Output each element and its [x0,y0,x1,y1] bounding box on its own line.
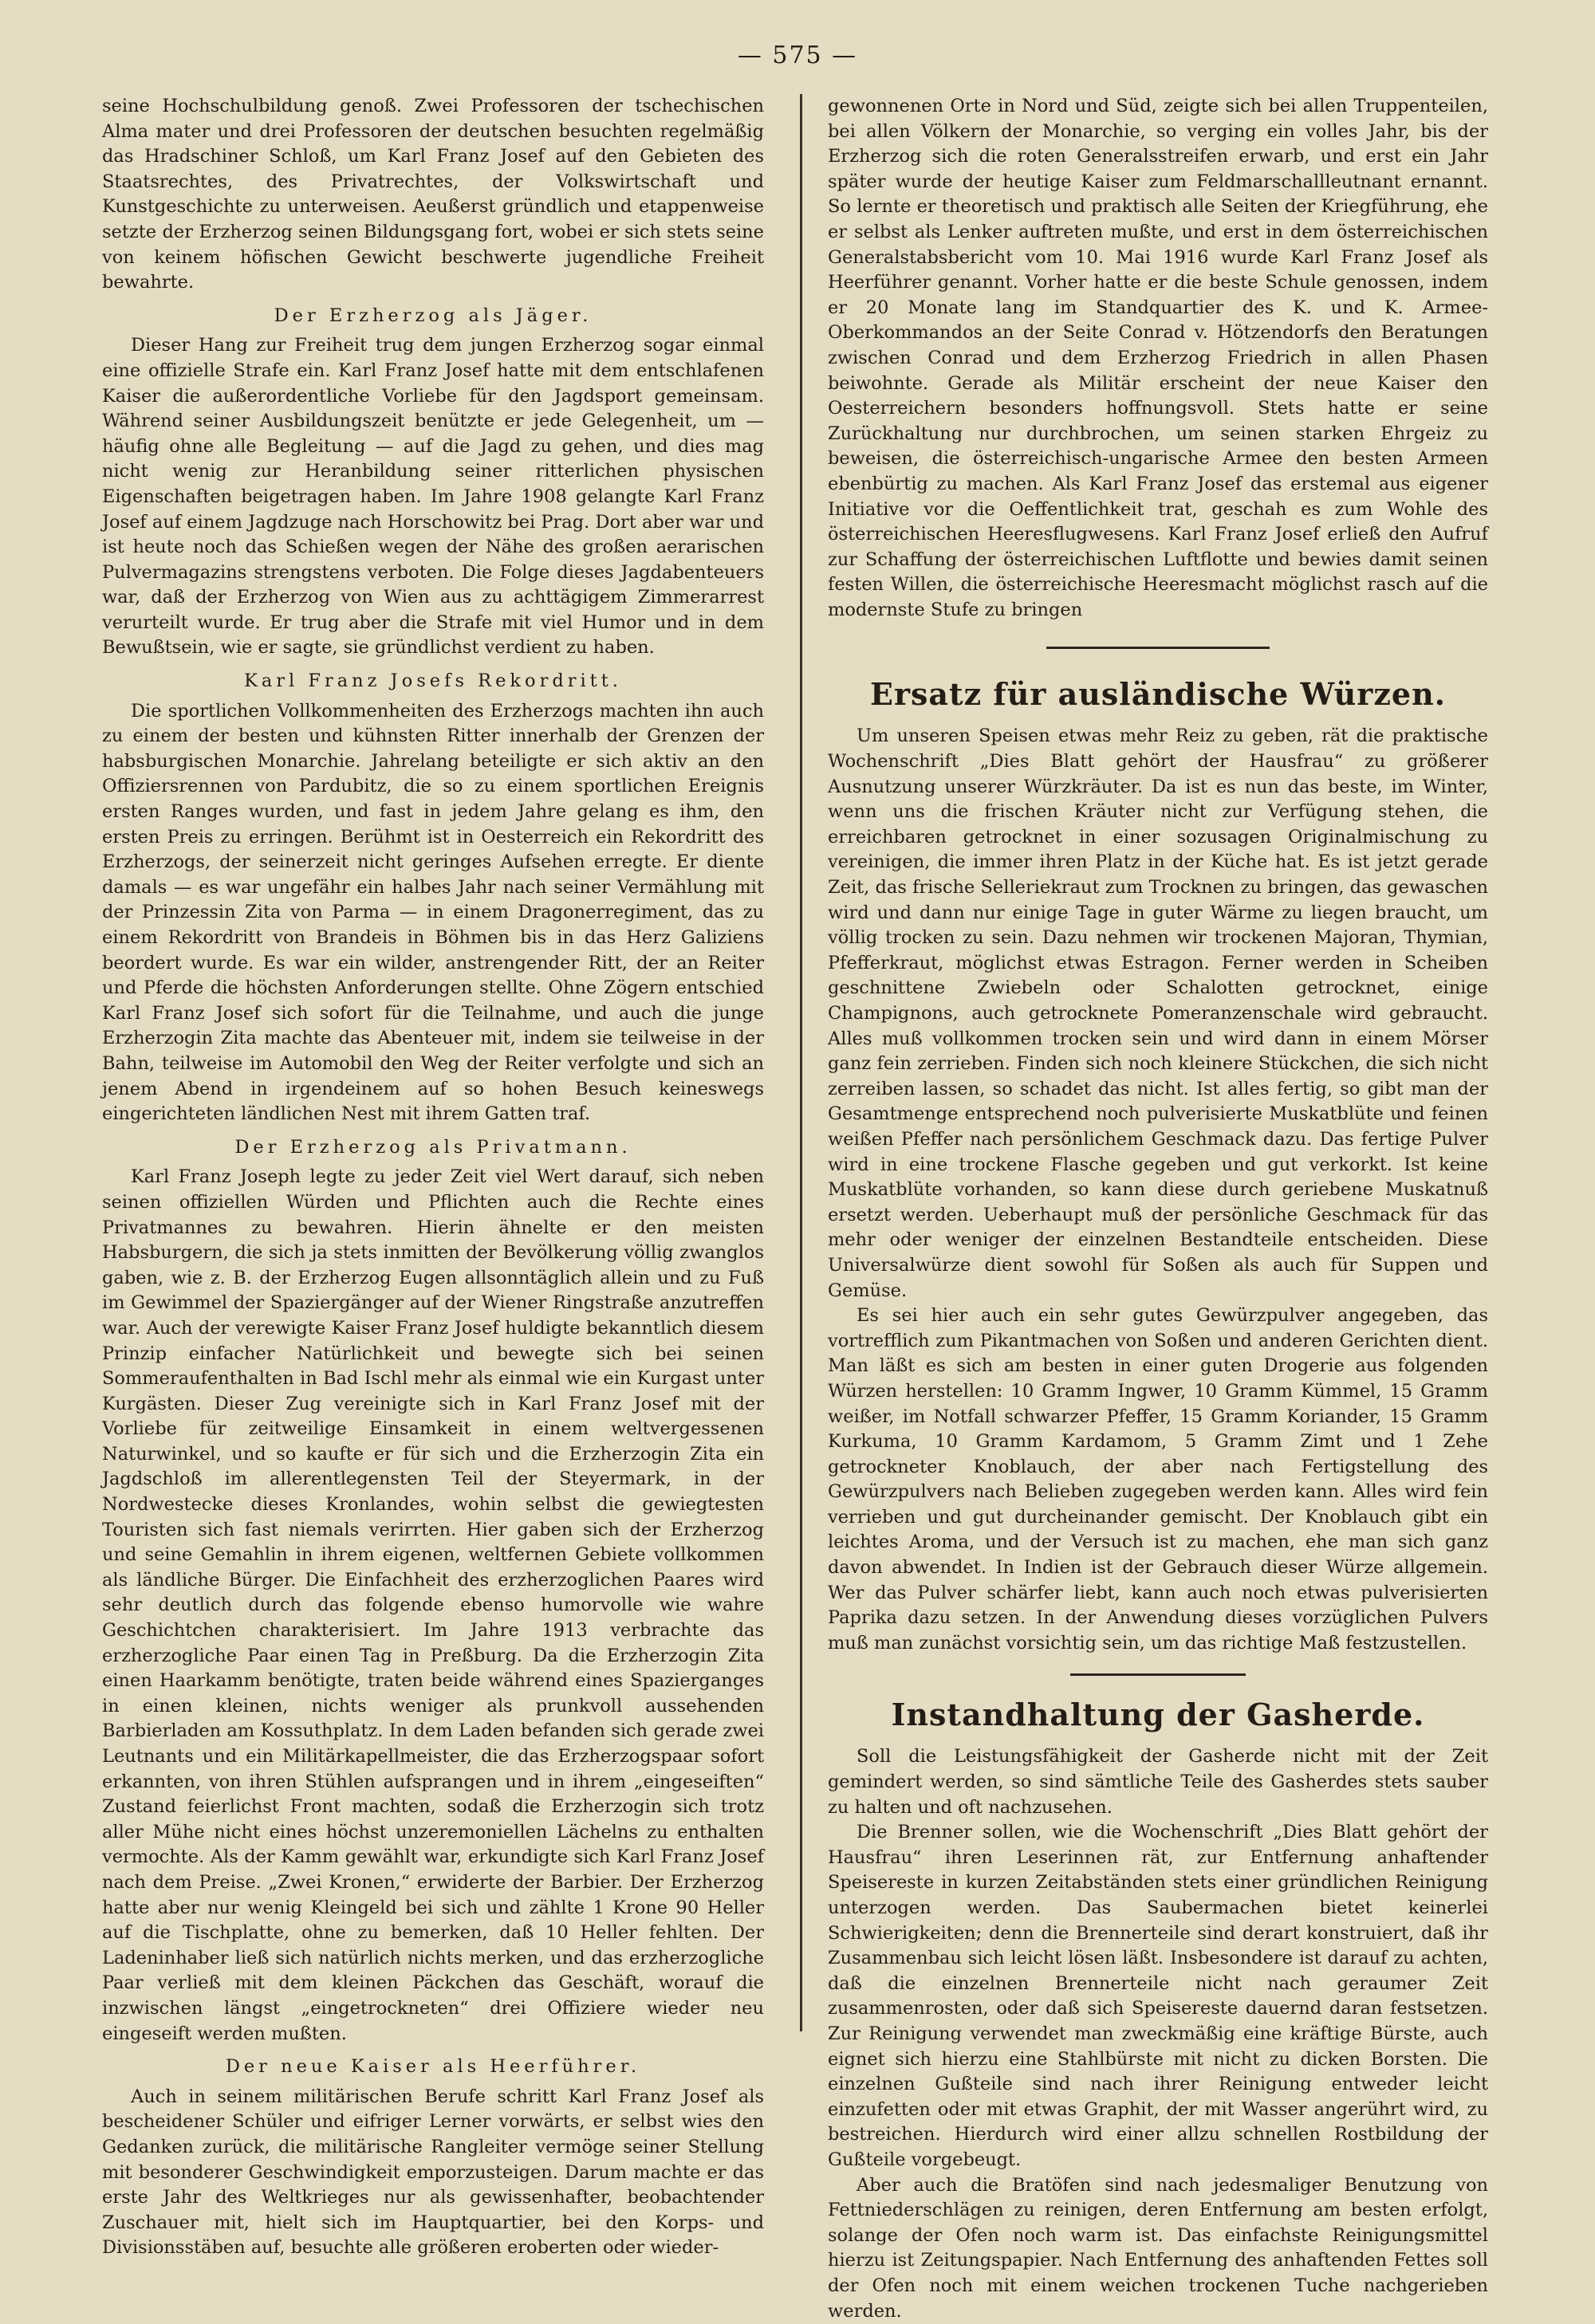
paragraph: Die sportlichen Vollkommenheiten des Erzherzogs machten ihn auch zu einem der besten und kühnsten Ritter innerhalb der Grenzen der habsburgischen Monarchie. Jahrelang beteiligte er sich aktiv an den Offiziersrennen von Pardubitz, die so zu einem sportlichen Ereignis ersten Ranges wurden, und fast in jedem Jahre gelang es ihm, den ersten Preis zu erringen. Berühmt ist in Oesterreich ein Rekordritt des Erzherzogs, der seinerzeit nicht geringes Aufsehen erregte. Er diente damals — es war ungefähr ein halbes Jahr nach seiner Vermählung mit der Prinzessin Zita von Parma — in einem Dragonerregiment, das zu einem Rekordritt von Brandeis in Böhmen bis in das Herz Galiziens beordert wurde. Es war ein wilder, anstrengender Ritt, der an Reiter und Pferde die höchsten Anforderungen stellte. Ohne Zögern entschied Karl Franz Josef sich sofort für die Teilnahme, und auch die junge Erzherzogin Zita machte das Abenteuer mit, indem sie teilweise in der Bahn, teilweise im Automobil den Weg der Reiter verfolgte und sich an jenem Abend in irgendeinem auf so hohen Besuch keineswegs eingerichteten ländlichen Nest mit ihrem Gatten traf. [102,700,764,1125]
paragraph: Es sei hier auch ein sehr gutes Gewürzpulver angegeben, das vortrefflich zum Pikantmachen von Soßen und anderen Gerichten dient. Man läßt es sich am besten in einer guten Drogerie aus folgenden Würzen herstellen: 10 Gramm Ingwer, 10 Gramm Kümmel, 15 Gramm weißer, im Notfall schwarzer Pfeffer, 15 Gramm Koriander, 15 Gramm Kurkuma, 10 Gramm Kardamom, 5 Gramm Zimt und 1 Zehe getrockneter Knoblauch, der aber nach Fertigstellung des Gewürzpulvers nach Belieben zugegeben werden kann. Alles wird fein verrieben und gut durcheinander gemischt. Der Knoblauch gibt ein leichtes Aroma, und der Versuch ist zu machen, ehe man sich ganz davon abwendet. In Indien ist der Gebrauch dieser Würze allgemein. Wer das Pulver schärfer liebt, kann auch noch etwas pulverisierten Paprika dazu setzen. In der Anwendung dieses vorzüglichen Pulvers muß man zunächst vorsichtig sein, um das richtige Maß festzustellen. [828,1305,1488,1654]
paragraph: Um unseren Speisen etwas mehr Reiz zu geben, rät die praktische Wochenschrift „Dies Blatt gehört der Hausfrau“ zu größerer Ausnutzung unserer Würzkräuter. Da ist es nun das beste, im Winter, wenn uns die frischen Kräuter nicht zur Verfügung stehen, die erreichbaren getrocknet in einer sozusagen Originalmischung zu vereinigen, die immer ihren Platz in der Küche hat. Es ist jetzt gerade Zeit, das frische Selleriekraut zum Trocknen zu bringen, das gewaschen wird und dann nur einige Tage in guter Wärme zu liegen braucht, um völlig trocken zu sein. Dazu nehmen wir trockenen Majoran, Thymian, Pfefferkraut, möglichst etwas Estragon. Ferner werden in Scheiben geschnittene Zwiebeln oder Schalotten getrocknet, einige Champignons, auch getrocknete Pomeranzenschale wird gebraucht. Alles muß vollkommen trocken sein und wird dann in einem Mörser ganz fein zerrieben. Finden sich noch kleinere Stückchen, die sich nicht zerreiben lassen, so schadet das nicht. Ist alles fertig, so gibt man der Gesamtmenge entsprechend noch pulverisierte Muskatblüte und feinen weißen Pfeffer nach persönlichem Geschmack dazu. Das fertige Pulver wird in eine trockene Flasche gegeben und gut verkorkt. Ist keine Muskatblüte vorhanden, so kann diese durch geriebene Muskatnuß ersetzt werden. Ueberhaupt muß der persönliche Geschmack für das mehr oder weniger der einzelnen Bestandteile entscheiden. Diese Universalwürze dient sowohl für Soßen als auch für Suppen und Gemüse. [828,726,1488,1301]
paragraph: gewonnenen Orte in Nord und Süd, zeigte sich bei allen Truppenteilen, bei allen Völkern der Monarchie, so verging ein volles Jahr, bis der Erzherzog sich die roten Generalsstreifen erwarb, und erst ein Jahr später wurde der heutige Kaiser zum Feldmarschallleutnant ernannt. So lernte er theoretisch und praktisch alle Seiten der Kriegführung, ehe er selbst als Lenker auftreten mußte, und erst in dem österreichischen Generalstabsbericht vom 10. Mai 1916 wurde Karl Franz Josef als Heerführer genannt. Vorher hatte er die beste Schule genossen, indem er 20 Monate lang im Standquartier des K. und K. Armee-Oberkommandos an der Seite Conrad v. Hötzendorfs den Beratungen zwischen Conrad und dem Erzherzog Friedrich in allen Phasen beiwohnte. Gerade als Militär erscheint der neue Kaiser den Oesterreichern besonders hoffnungsvoll. Stets hatte er seine Zurückhaltung nur durchbrochen, um seinen starken Ehrgeiz zu beweisen, die österreichisch-ungarische Armee den besten Armeen ebenbürtig zu machen. Als Karl Franz Josef das erstemal aus eigener Initiative vor die Oeffentlichkeit trat, geschah es zum Wohle des österreichischen Heeresflugwesens. Karl Franz Josef erließ den Aufruf zur Schaffung der österreichischen Luftflotte und bewies damit seinen festen Willen, die österreichische Heeresmacht möglichst rasch auf die modernste Stufe zu bringen [828,96,1488,620]
right-column [828,94,1488,2324]
paragraph: Karl Franz Joseph legte zu jeder Zeit viel Wert darauf, sich neben seinen offiziellen Würden und Pflichten auch die Rechte eines Privatmannes zu bewahren. Hierin ähnelte er den meisten Habsburgern, die sich ja stets inmitten der Bevölkerung völlig zwanglos gaben, wie z. B. der Erzherzog Eugen allsonntäglich allein und zu Fuß im Gewimmel der Spaziergänger auf der Wiener Ringstraße anzutreffen war. Auch der verewigte Kaiser Franz Josef huldigte bekanntlich diesem Prinzip einfacher Natürlichkeit und bewegte sich bei seinen Sommeraufenthalten in Bad Ischl mehr als einmal wie ein Kurgast unter Kurgästen. Dieser Zug vereinigte sich in Karl Franz Josef mit der Vorliebe für zeitweilige Einsamkeit in einem weltvergessenen Naturwinkel, und so kaufte er für sich und die Erzherzogin Zita ein Jagdschloß im allerentlegensten Teil der Steyermark, in der Nordwestecke dieses Kronlandes, wohin selbst die gewiegtesten Touristen sich fast niemals verirrten. Hier gaben sich der Erzherzog und seine Gemahlin in ihrem eigenen, weltfernen Gebiete vollkommen als ländliche Bürger. Die Einfachheit des erzherzoglichen Paares wird sehr deutlich durch das folgende ebenso humorvolle wie wahre Geschichtchen charakterisiert. Im Jahre 1913 verbrachte das erzherzogliche Paar einen Tag in Preßburg. Da die Erzherzogin Zita einen Haarkamm benötigte, traten beide während eines Spazierganges in einen kleinen, nichts weniger als prunkvoll aussehenden Barbierladen am Kossuthplatz. In dem Laden befanden sich gerade zwei Leutnants und ein Militärkapellmeister, die das Erzherzogspaar sofort erkannten, von ihren Stühlen aufsprangen und in ihrem „eingeseiften“ Zustand feierlichst Front machten, sodaß die Erzherzogin sich trotz aller Mühe nicht eines höchst unzeremoniellen Lächelns zu enthalten vermochte. Als der Kamm gewählt war, erkundigte sich Karl Franz Josef nach dem Preise. „Zwei Kronen,“ erwiderte der Barbier. Der Erzherzog hatte aber nur wenig Kleingeld bei sich und zählte 1 Krone 90 Heller auf die Tischplatte, ohne zu bemerken, daß 10 Heller fehlten. Der Ladeninhaber ließ sich natürlich nichts merken, und das erzherzogliche Paar verließ mit dem kleinen Päckchen das Geschäft, worauf die inzwischen längst „eingetrockneten“ drei Offiziere wieder neu eingeseift werden mußten. [102,1166,764,2044]
article-title: Instandhaltung der Gasherde. [891,1697,1425,1733]
separator-line [1046,647,1270,649]
paragraph: Aber auch die Bratöfen sind nach jedesmaliger Benutzung von Fettniederschlägen zu reinigen, deren Entfernung am besten erfolgt, solange der Ofen noch warm ist. Das einfachste Reinigungsmittel hierzu ist Zeitungspapier. Nach Entfernung des anhaftenden Fettes soll der Ofen noch mit einem weichen trockenen Tuche nachgerieben werden. [828,2174,1488,2322]
separator-line [1070,1673,1246,1676]
paragraph: Dieser Hang zur Freiheit trug dem jungen Erzherzog sogar einmal eine offizielle Strafe ein. Karl Franz Josef hatte mit dem entschlafenen Kaiser die außerordentliche Vorliebe für den Jagdsport gemeinsam. Während seiner Ausbildungszeit benützte er jede Gelegenheit, um — häufig ohne alle Begleitung — auf die Jagd zu gehen, und dies mag nicht wenig zur Heranbildung seiner ritterlichen physischen Eigenschaften beigetragen haben. Im Jahre 1908 gelangte Karl Franz Josef auf einem Jagdzuge nach Horschowitz bei Prag. Dort aber war und ist heute noch das Schießen wegen der Nähe des großen aerarischen Pulvermagazins strengstens verboten. Die Folge dieses Jagdabenteuers war, daß der Erzherzog von Wien aus zu achttägigem Zimmerarrest verurteilt wurde. Er trug aber die Strafe mit viel Humor und in dem Bewußtsein, wie er sagte, sie gründlichst verdient zu haben. [102,335,764,659]
paragraph: seine Hochschulbildung genoß. Zwei Professoren der tschechischen Alma mater und drei Professoren der deutschen besuchten regelmäßig das Hradschiner Schloß, um Karl Franz Josef auf den Gebieten des Staatsrechtes, des Privatrechtes, der Volkswirtschaft und Kunstgeschichte zu unterweisen. Aeußerst gründlich und etappenweise setzte der Erzherzog seinen Bildungsgang fort, wobei er sich stets seine von keinem höfischen Gewicht beschwerte jugendliche Freiheit bewahrte. [102,96,764,293]
page-number: — 575 — [737,41,858,69]
section-heading: Der neue Kaiser als Heerführer. [225,2056,641,2078]
paragraph: Auch in seinem militärischen Berufe schritt Karl Franz Josef als bescheidener Schüler und eifriger Lerner vorwärts, er selbst wies den Gedanken zurück, die militärische Rangleiter vermöge seiner Stellung mit besonderer Geschwindigkeit emporzusteigen. Darum machte er das erste Jahr des Weltkrieges nur als gewissenhafter, beobachtender Zuschauer mit, hielt sich im Hauptquartier, bei den Korps- und Divisionsstäben auf, besuchte alle größeren eroberten oder wieder- [102,2086,764,2259]
section-heading: Der Erzherzog als Privatmann. [234,1136,632,1158]
section-heading: Der Erzherzog als Jäger. [274,305,593,326]
paragraph: Soll die Leistungsfähigkeit der Gasherde nicht mit der Zeit gemindert werden, so sind sämtliche Teile des Gasherdes stets sauber zu halten und oft nachzusehen. [828,1746,1488,1818]
section-heading: Karl Franz Josefs Rekordritt. [244,670,622,692]
left-column [102,94,764,2261]
article-title: Ersatz für ausländische Würzen. [870,676,1446,713]
column-rule [800,94,802,2031]
paragraph: Die Brenner sollen, wie die Wochenschrift „Dies Blatt gehört der Hausfrau“ ihren Leserinnen rät, zur Entfernung anhaftender Speisereste in kurzen Zeitabständen stets einer gründlichen Reinigung unterzogen werden. Das Saubermachen bietet keinerlei Schwierigkeiten; denn die Brennerteile sind derart konstruiert, daß ihr Zusammenbau sich leicht lösen läßt. Insbesondere ist darauf zu achten, daß die einzelnen Brennerteile nicht nach geraumer Zeit zusammenrosten, oder daß sich Speisereste dauernd daran festsetzen. Zur Reinigung verwendet man zweckmäßig eine kräftige Bürste, auch eignet sich hierzu eine Stahlbürste mit nicht zu dicken Borsten. Die einzelnen Gußteile sind nach ihrer Reinigung entweder leicht einzufetten oder mit etwas Graphit, der mit Wasser angerührt wird, zu bestreichen. Hierdurch wird einer allzu schnellen Rostbildung der Gußteile vorgebeugt. [828,1822,1488,2170]
